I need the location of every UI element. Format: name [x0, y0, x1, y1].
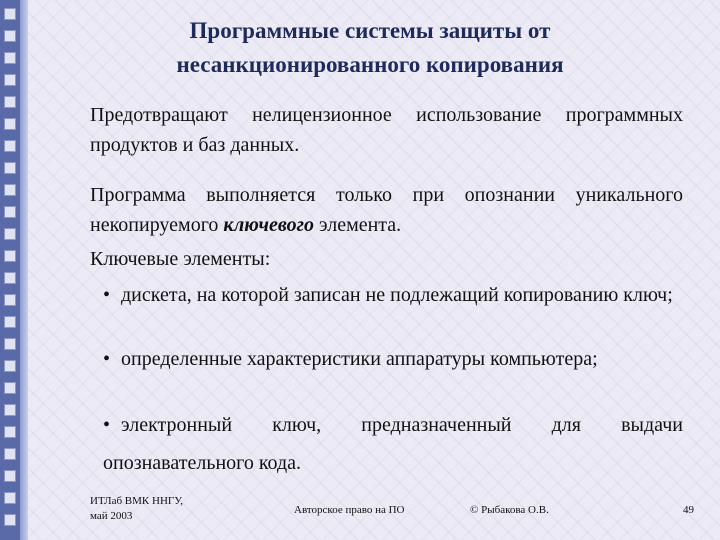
- strip-square-icon: [4, 448, 16, 460]
- strip-square-icon: [4, 228, 16, 240]
- left-decorative-strip: [0, 0, 20, 540]
- strip-square-icon: [4, 74, 16, 86]
- bullet-icon: •: [103, 284, 111, 306]
- paragraph-text: Программа выполняется только при опознании уникального некопируемого: [90, 184, 683, 236]
- strip-square-icon: [4, 382, 16, 394]
- strip-square-icon: [4, 338, 16, 350]
- footer-copyright: Авторское право на ПО: [294, 504, 405, 516]
- title-line-1: Программные системы защиты от: [189, 18, 551, 43]
- bullet-text: электронный ключ, предназначенный для выдачи опознавательного кода.: [103, 414, 683, 474]
- strip-square-icon: [4, 250, 16, 262]
- strip-square-icon: [4, 206, 16, 218]
- bullet-item: [103, 280, 683, 310]
- bullet-text: дискета, на которой записан не подлежащий копированию ключ;: [121, 284, 673, 306]
- strip-square-icon: [4, 316, 16, 328]
- strip-square-icon: [4, 30, 16, 42]
- footer-author: © Рыбакова О.В.: [470, 504, 549, 516]
- strip-square-icon: [4, 360, 16, 372]
- bullet-item: [103, 406, 683, 482]
- bullet-text: определенные характеристики аппаратуры компьютера;: [121, 348, 598, 370]
- paragraph-purpose: Предотвращают нелицензионное использование программных продуктов и баз данных.: [90, 104, 683, 156]
- strip-square-icon: [4, 8, 16, 20]
- strip-square-icon: [4, 514, 16, 526]
- strip-square-icon: [4, 52, 16, 64]
- strip-square-icon: [4, 470, 16, 482]
- paragraph-key-elements-heading: Ключевые элементы:: [90, 248, 271, 270]
- strip-square-icon: [4, 118, 16, 130]
- title-line-2: несанкционированного копирования: [176, 52, 564, 77]
- strip-square-icon: [4, 96, 16, 108]
- strip-square-icon: [4, 140, 16, 152]
- footer-page-number: 49: [683, 504, 694, 516]
- paragraph-key-element: [90, 180, 683, 240]
- strip-square-icon: [4, 404, 16, 416]
- slide-title: [80, 14, 660, 82]
- strip-square-icon: [4, 426, 16, 438]
- strip-square-icon: [4, 272, 16, 284]
- bullet-icon: •: [103, 348, 111, 370]
- bullet-icon: •: [103, 414, 111, 436]
- left-gradient-strip: [20, 0, 28, 540]
- footer-org-line-2: май 2003: [90, 510, 133, 522]
- paragraph-text: элемента.: [313, 214, 402, 236]
- bullet-item: [103, 344, 683, 374]
- emphasized-word: ключевого: [223, 214, 314, 236]
- strip-square-icon: [4, 184, 16, 196]
- footer-organization: [90, 494, 240, 524]
- strip-square-icon: [4, 162, 16, 174]
- strip-square-icon: [4, 294, 16, 306]
- footer-org-line-1: ИТЛаб ВМК ННГУ,: [90, 495, 184, 507]
- strip-square-icon: [4, 492, 16, 504]
